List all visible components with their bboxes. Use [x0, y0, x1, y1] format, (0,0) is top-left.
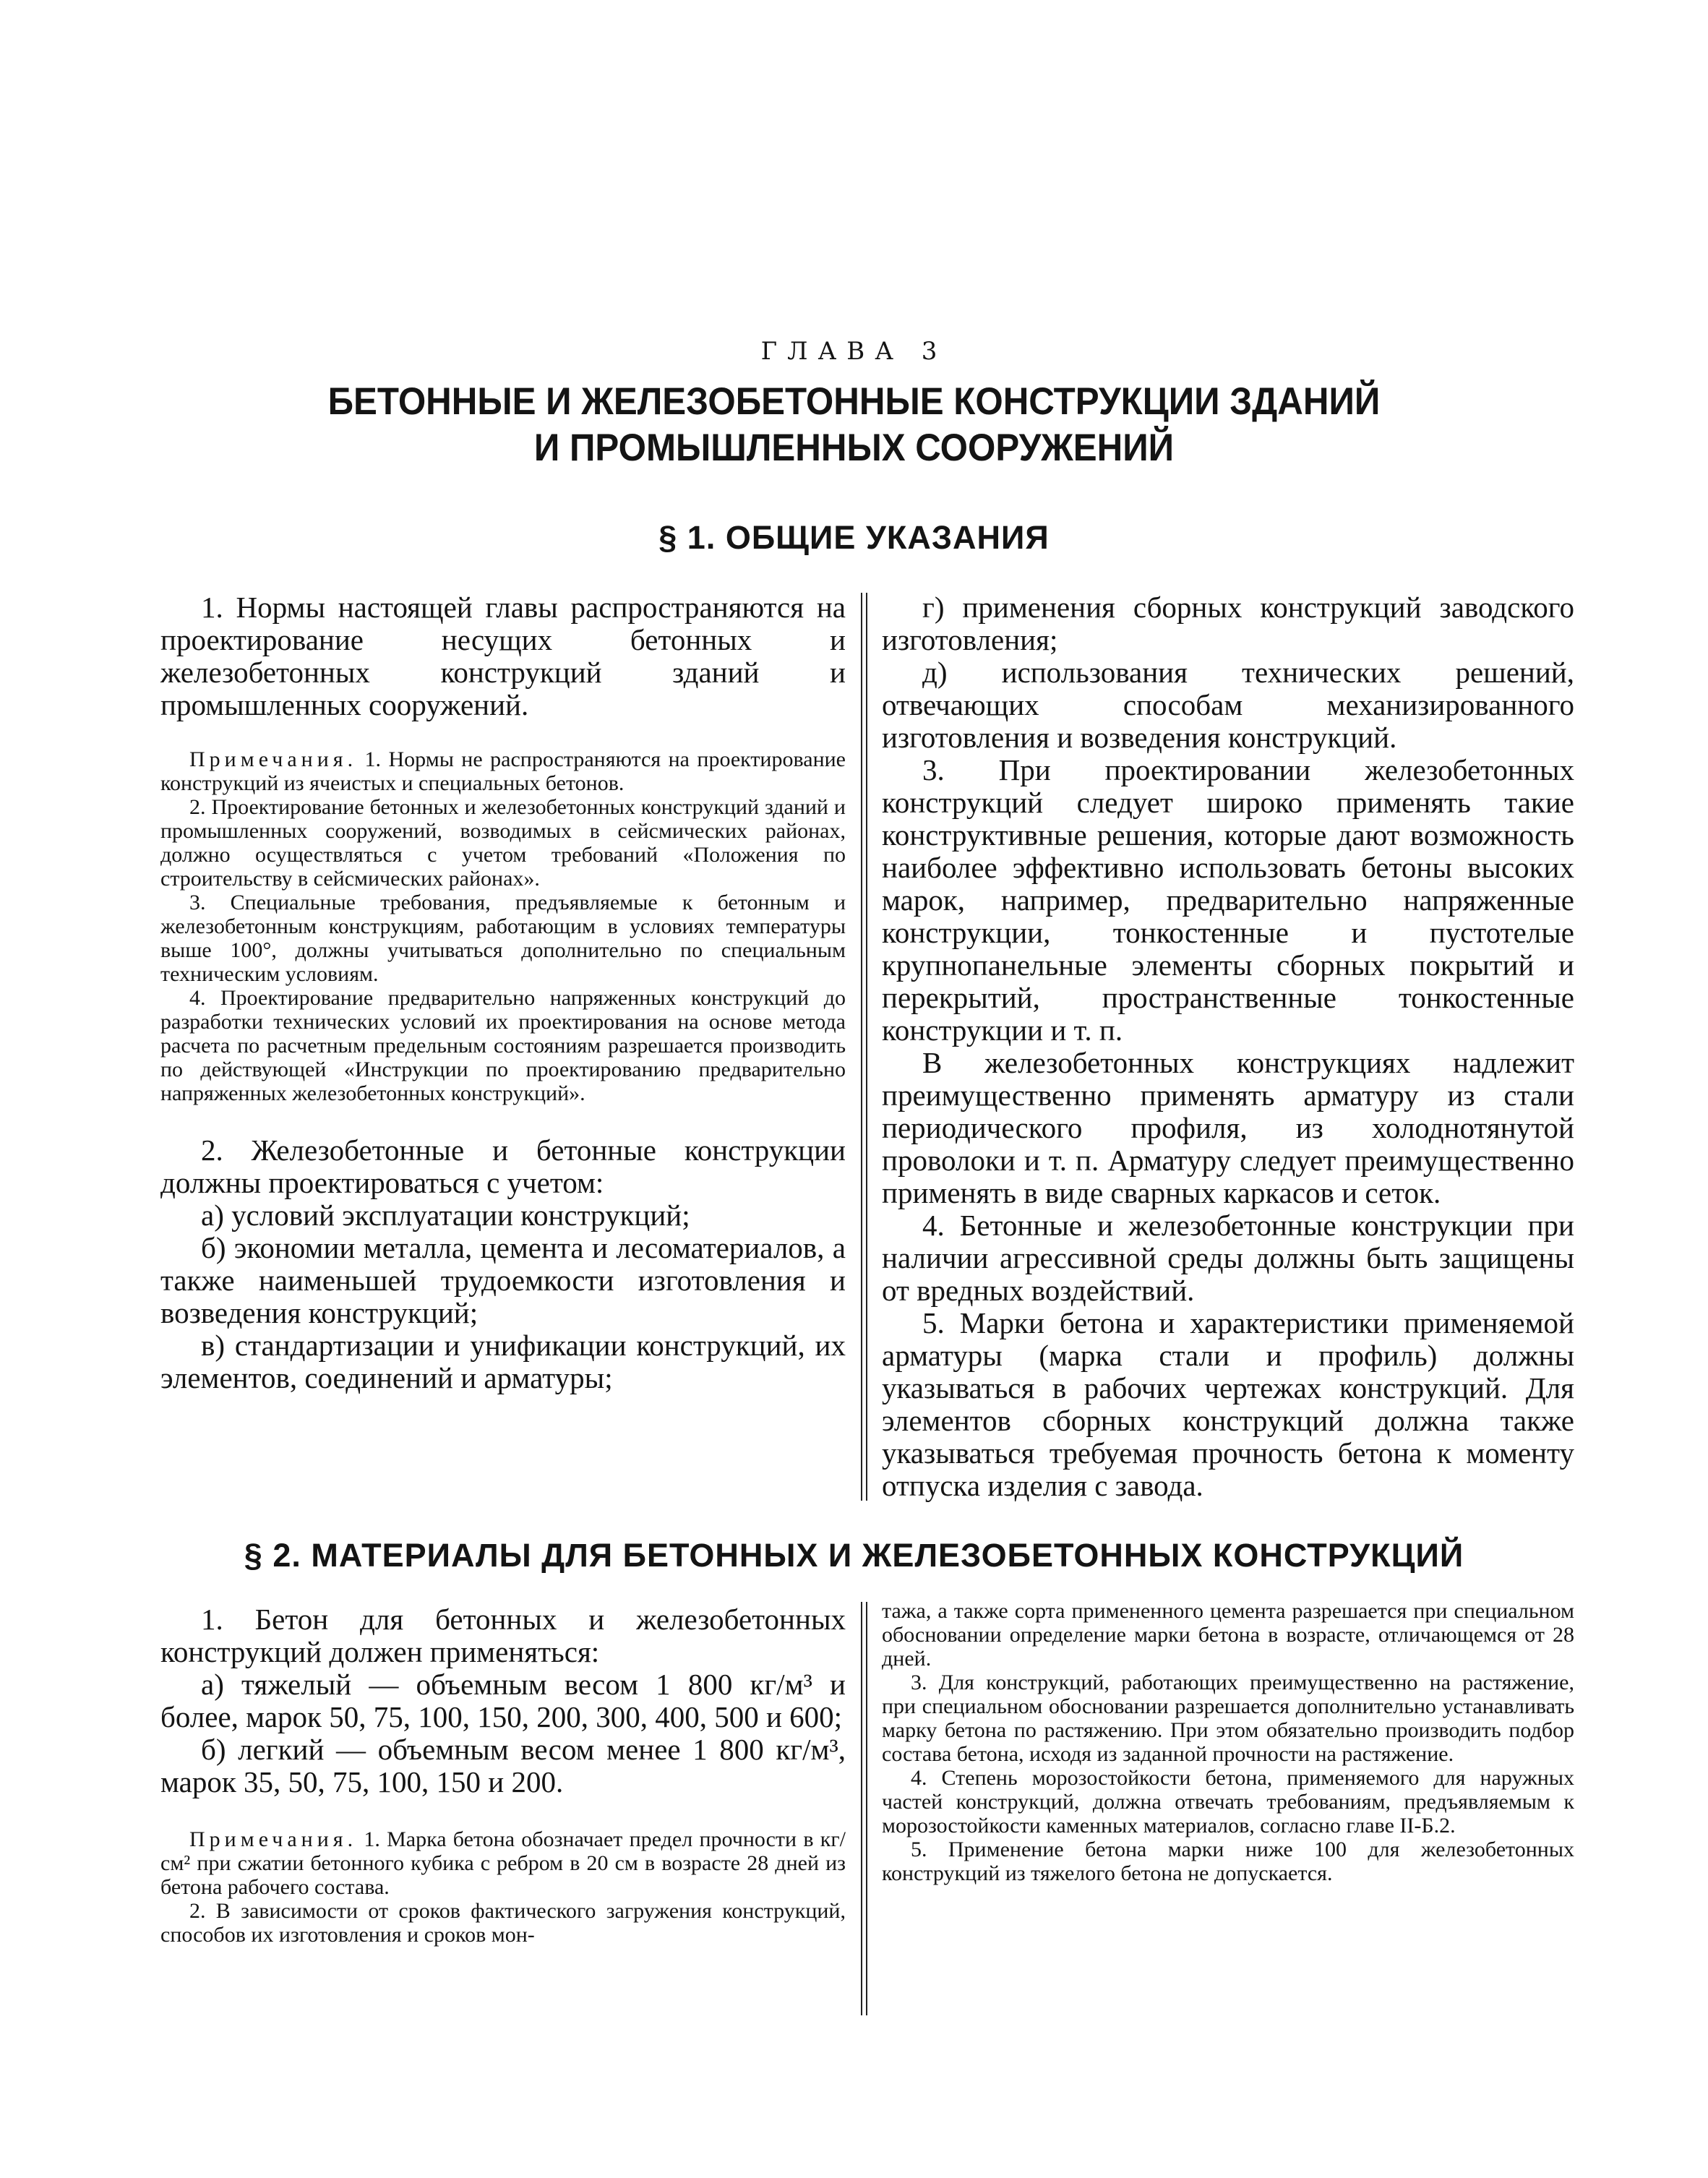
note-3: 3. Специальные требования, предъявляемые к бетонным и железобетонным конструкциям, работающим в условиях температуры выше 100°, должны учитываться дополнительно по специальным техническим условиям. — [160, 891, 846, 986]
paragraph-2: 2. Железобетонные и бетонные конструкции должны проектироваться с учетом: — [160, 1133, 846, 1199]
note-1-text: 1. Марка бетона обозначает предел прочности в кг/см² при сжатии бетонного кубика с ребром в 20 см в возрасте 28 дней из бетона рабочего состава. — [160, 1827, 846, 1899]
chapter-title-line-2: И ПРОМЫШЛЕННЫХ СООРУЖЕНИЙ — [533, 426, 1175, 469]
list-item-b: б) легкий — объемным весом менее 1 800 кг/м³, марок 35, 50, 75, 100, 150 и 200. — [160, 1733, 846, 1798]
list-item-d: д) использования технических решений, отвечающих способам механизированного изготовления и возведения конструкций. — [882, 656, 1574, 754]
section-2-notes — [160, 1827, 846, 1947]
section-2-heading: § 2. МАТЕРИАЛЫ ДЛЯ БЕТОННЫХ И ЖЕЛЕЗОБЕТОННЫХ КОНСТРУКЦИЙ — [244, 1537, 1464, 1574]
section-1-notes — [160, 747, 846, 1105]
note-2: 2. Проектирование бетонных и железобетонных конструкций зданий и промышленных сооружений, возводимых в сейсмических районах, должно осуществляться с учетом требований «Положения по строительству в сейсмических районах». — [160, 795, 846, 891]
chapter-label: ГЛАВА 3 — [760, 337, 948, 366]
section-1-heading: § 1. ОБЩИЕ УКАЗАНИЯ — [658, 519, 1050, 556]
note-2-continued: тажа, а также сорта примененного цемента разрешается при специальном обосновании определение марки бетона в возрасте, отличающемся от 28 дней. — [882, 1599, 1574, 1671]
note-4: 4. Степень морозостойкости бетона, применяемого для наружных частей конструкций, должна отвечать требованиям, предъявляемым к морозостойкости каменных материалов, согласно главе II-Б.2. — [882, 1766, 1574, 1838]
section-2-left-column — [160, 1603, 846, 1947]
note-1-text: 1. Нормы не распространяются на проектирование конструкций из ячеистых и специальных бетонов. — [160, 747, 846, 795]
paragraph-3-continued: В железобетонных конструкциях надлежит преимущественно применять арматуру из стали периодического профиля, из холоднотянутой проволоки и т. п. Арматуру следует преимущественно применять в виде сварных каркасов и сеток. — [882, 1046, 1574, 1209]
chapter-title-line-1: БЕТОННЫЕ И ЖЕЛЕЗОБЕТОННЫЕ КОНСТРУКЦИИ ЗДАНИЙ — [327, 380, 1381, 423]
list-item-v: в) стандартизации и унификации конструкций, их элементов, соединений и арматуры; — [160, 1329, 846, 1394]
paragraph-5: 5. Марки бетона и характеристики применяемой арматуры (марка стали и профиль) должны указываться в рабочих чертежах конструкций. Для элементов сборных конструкций должна также указываться требуемая прочность бетона к моменту отпуска изделия с завода. — [882, 1306, 1574, 1502]
notes-label: Примечания. — [189, 747, 358, 771]
section-2-right-column — [882, 1599, 1574, 1885]
section-1-left-column — [160, 591, 846, 1394]
note-4: 4. Проектирование предварительно напряженных конструкций до разработки технических условий их проектирования на основе метода расчета по расчетным предельным состояниям разрешается производить по действующей «Инструкции по проектированию предварительно напряженных железобетонных конструкций». — [160, 986, 846, 1105]
chapter-title — [181, 379, 1527, 471]
column-divider — [861, 593, 867, 1501]
note-1 — [160, 1827, 846, 1899]
section-1-right-column — [882, 591, 1574, 1502]
note-1 — [160, 747, 846, 795]
paragraph-1: 1. Бетон для бетонных и железобетонных конструкций должен применяться: — [160, 1603, 846, 1668]
note-2: 2. В зависимости от сроков фактического загружения конструкций, способов их изготовления и сроков мон- — [160, 1899, 846, 1947]
list-item-g: г) применения сборных конструкций заводского изготовления; — [882, 591, 1574, 656]
paragraph-3: 3. При проектировании железобетонных конструкций следует широко применять такие конструктивные решения, которые дают возможность наиболее эффективно использовать бетоны высоких марок, например, предварительно напряженные конструкции, тонкостенные и пустотелые крупнопанельные элементы сборных покрытий и перекрытий, пространственные тонкостенные конструкции и т. п. — [882, 753, 1574, 1047]
note-5: 5. Применение бетона марки ниже 100 для железобетонных конструкций из тяжелого бетона не допускается. — [882, 1838, 1574, 1885]
paragraph-4: 4. Бетонные и железобетонные конструкции при наличии агрессивной среды должны быть защищены от вредных воздействий. — [882, 1209, 1574, 1307]
paragraph-1: 1. Нормы настоящей главы распространяются на проектирование несущих бетонных и железобетонных конструкций зданий и промышленных сооружений. — [160, 591, 846, 721]
note-3: 3. Для конструкций, работающих преимущественно на растяжение, при специальном обосновании разрешается дополнительно устанавливать марку бетона по растяжению. При этом обязательно производить подбор состава бетона, исходя из заданной прочности на растяжение. — [882, 1671, 1574, 1766]
list-item-a: а) условий эксплуатации конструкций; — [201, 1199, 690, 1232]
list-item-a: а) тяжелый — объемным весом 1 800 кг/м³ и более, марок 50, 75, 100, 150, 200, 300, 400, 500 и 600; — [160, 1668, 846, 1733]
column-divider — [861, 1602, 867, 2015]
list-item-b: б) экономии металла, цемента и лесоматериалов, а также наименьшей трудоемкости изготовления и возведения конструкций; — [160, 1231, 846, 1329]
notes-label: Примечания. — [189, 1827, 358, 1851]
